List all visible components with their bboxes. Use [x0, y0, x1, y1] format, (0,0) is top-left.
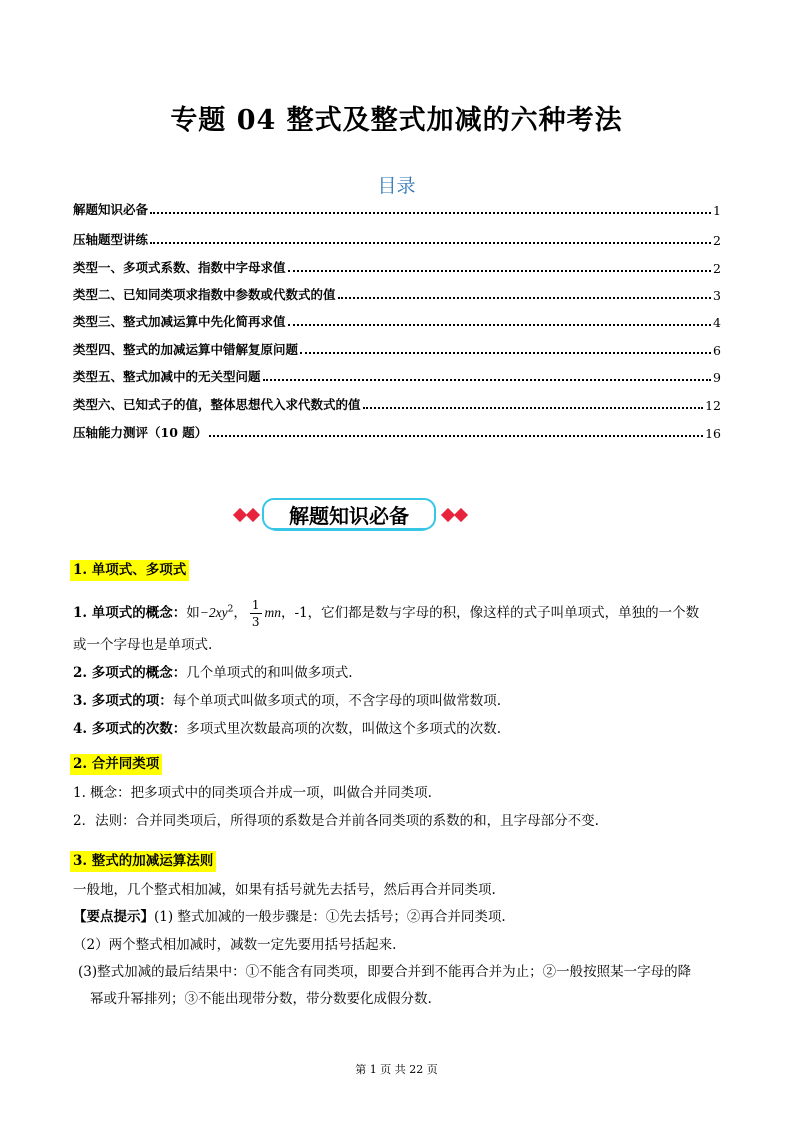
toc-item[interactable]: 类型六、已知式子的值，整体思想代入求代数式的值 12: [73, 397, 721, 413]
paragraph: 幂或升幂排列；③不能出现带分数，带分数要化成假分数.: [90, 991, 432, 1007]
section-heading: 1. 单项式、多项式: [70, 560, 189, 581]
toc-item[interactable]: 类型三、整式加减运算中先化简再求值 4: [73, 314, 721, 330]
paragraph: （2）两个整式相加减时，减数一定先要用括号括起来.: [73, 937, 397, 953]
paragraph: 1. 概念：把多项式中的同类项合并成一项，叫做合并同类项.: [73, 785, 432, 801]
diamond-icon: [246, 508, 260, 522]
banner-title: 解题知识必备: [289, 504, 409, 528]
paragraph: (3)整式加减的最后结果中：①不能含有同类项，即要合并到不能再合并为止；②一般按照某一字母的降: [78, 964, 692, 980]
toc-heading: 目录: [377, 175, 416, 197]
toc-item[interactable]: 压轴能力测评（10 题） 16: [73, 425, 721, 441]
toc-item[interactable]: 类型五、整式加减中的无关型问题 9: [73, 369, 721, 385]
paragraph: 或一个字母也是单项式.: [73, 637, 213, 653]
section-banner: [0, 498, 793, 534]
paragraph: 2．法则：合并同类项后，所得项的系数是合并前各同类项的系数的和，且字母部分不变.: [73, 813, 599, 829]
page-title: 专题 04 整式及整式加减的六种考法: [170, 105, 623, 136]
toc-item[interactable]: 压轴题型讲练 2: [73, 232, 721, 248]
fraction: $\frac{1}{3}$: [251, 598, 260, 629]
section-heading: 2. 合并同类项: [70, 754, 162, 775]
page-footer: 第 1 页 共 22 页: [355, 1063, 438, 1076]
toc-item[interactable]: 解题知识必备 1: [73, 202, 721, 218]
paragraph: 4. 多项式的次数：多项式里次数最高项的次数，叫做这个多项式的次数.: [73, 721, 502, 737]
paragraph: 1. 单项式的概念：如$-2xy^2$， $\frac{1}{3}$ mn，-1，它们都是数与字母的积，像这样的式子叫单项式，单独的一个数: [73, 598, 700, 629]
paragraph: 3. 多项式的项：每个单项式叫做多项式的项，不含字母的项叫做常数项.: [73, 693, 502, 709]
paragraph: 2. 多项式的概念：几个单项式的和叫做多项式.: [73, 665, 353, 681]
toc-item[interactable]: 类型四、整式的加减运算中错解复原问题 6: [73, 342, 721, 358]
toc-item[interactable]: 类型二、已知同类项求指数中参数或代数式的值 3: [73, 287, 721, 303]
section-heading: 3. 整式的加减运算法则: [70, 851, 216, 872]
paragraph: 【要点提示】(1) 整式加减的一般步骤是：①先去括号；②再合并同类项.: [73, 909, 506, 925]
diamond-icon: [454, 508, 468, 522]
paragraph: 一般地，几个整式相加减，如果有括号就先去括号，然后再合并同类项.: [73, 882, 496, 898]
toc-item[interactable]: 类型一、多项式系数、指数中字母求值 2: [73, 260, 721, 276]
